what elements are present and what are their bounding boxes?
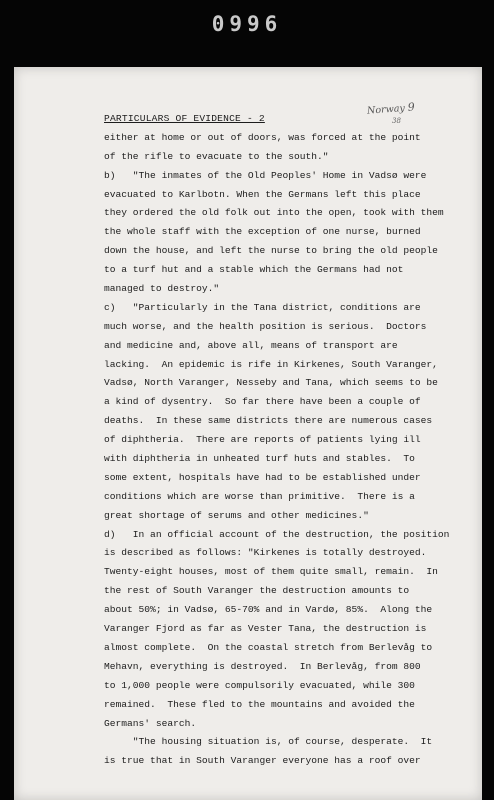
text-lines [104,129,450,771]
text-line: they ordered the old folk out into the open, took with them [104,207,444,219]
text-line: either at home or out of doors, was forced at the point [104,131,421,143]
text-line: remained. These fled to the mountains and avoided the [104,698,415,710]
text-line: great shortage of serums and other medicines." [104,509,369,521]
text-line: is true that in South Varanger everyone has a roof over [104,755,421,767]
text-line: managed to destroy." [104,283,220,295]
text-line: of the rifle to evacuate to the south." [104,150,329,162]
annotation-number: 9 [407,100,416,114]
text-line: much worse, and the health position is serious. Doctors [104,320,427,332]
document-body [104,110,450,771]
text-line: down the house, and left the nurse to bring the old people [104,245,438,257]
text-line: the whole staff with the exception of one nurse, burned [104,226,421,238]
text-line: and medicine and, above all, means of transport are [104,339,398,351]
text-line: of diphtheria. There are reports of patients lying ill [104,434,421,446]
text-line: some extent, hospitals have had to be established under [104,471,421,483]
microfilm-frame-number: 0996 [211,12,283,36]
document-heading: PARTICULARS OF EVIDENCE - 2 [104,113,265,124]
text-line: a kind of dysentry. So far there have been a couple of [104,396,421,408]
text-line: Varanger Fjord as far as Vester Tana, the destruction is [104,623,427,635]
text-line: conditions which are worse than primitive. There is a [104,490,415,502]
text-line: the rest of South Varanger the destruction amounts to [104,585,410,597]
text-line: with diphtheria in unheated turf huts and stables. To [104,453,415,465]
text-line: is described as follows: "Kirkenes is totally destroyed. [104,547,427,559]
text-line: deaths. In these same districts there are numerous cases [104,415,433,427]
text-line: almost complete. On the coastal stretch from Berlevåg to [104,641,433,653]
text-line: Germans' search. [104,717,197,729]
text-line: to a turf hut and a stable which the Germans had not [104,264,404,276]
text-line: Mehavn, everything is destroyed. In Berlevåg, from 800 [104,660,421,672]
text-line: evacuated to Karlbotn. When the Germans left this place [104,188,421,200]
text-line: to 1,000 people were compulsorily evacuated, while 300 [104,679,415,691]
text-line: about 50%; in Vadsø, 65-70% and in Vardø, 85%. Along the [104,604,433,616]
text-line: lacking. An epidemic is rife in Kirkenes, South Varanger, [104,358,438,370]
text-line: Vadsø, North Varanger, Nesseby and Tana, which seems to be [104,377,438,389]
text-line: d) In an official account of the destruction, the position [104,528,450,540]
text-line: c) "Particularly in the Tana district, conditions are [104,301,421,313]
text-line: Twenty-eight houses, most of them quite small, remain. In [104,566,438,578]
annotation-sub: 38 [392,117,401,125]
annotation-label: Norway [366,103,406,117]
text-line: "The housing situation is, of course, desperate. It [104,736,433,748]
text-line: b) "The inmates of the Old Peoples' Home in Vadsø were [104,169,427,181]
